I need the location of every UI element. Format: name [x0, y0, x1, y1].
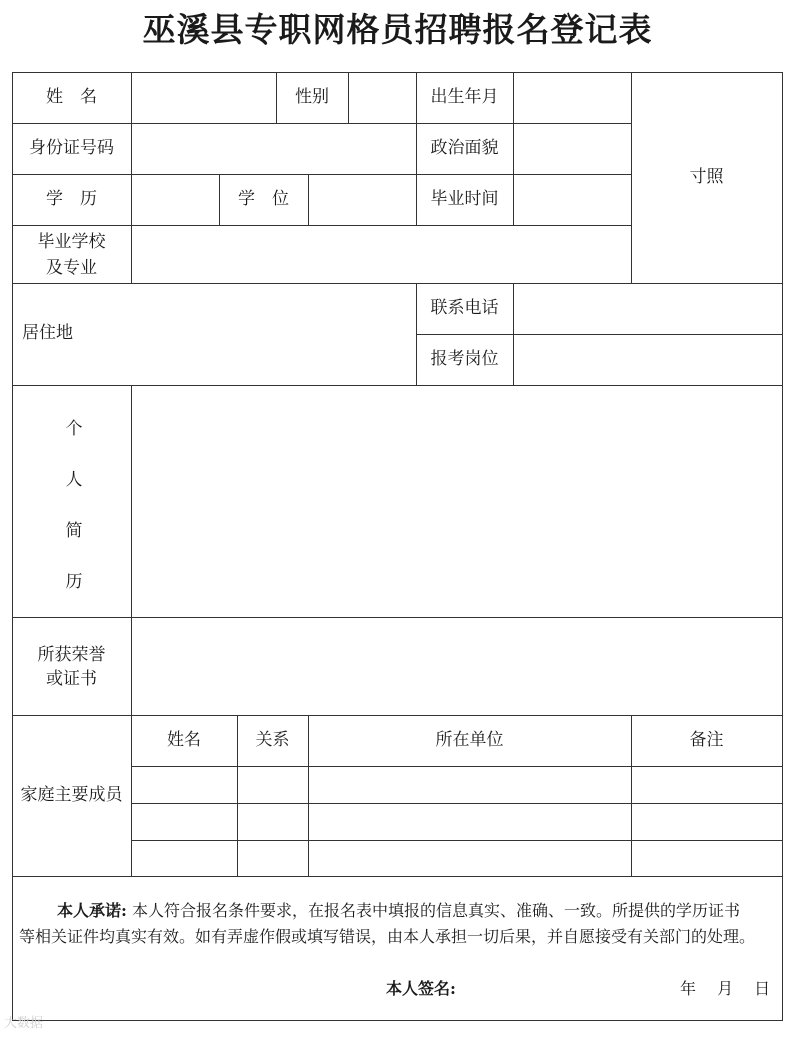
row-line [131, 766, 782, 767]
birth-label: 出生年月 [430, 87, 499, 107]
school-major-label-line2: 及专业 [46, 258, 97, 278]
col-line [308, 174, 309, 225]
honors-label-line2: 或证书 [46, 669, 97, 689]
row-line [12, 283, 782, 284]
form-border [12, 72, 783, 1021]
position-label: 报考岗位 [430, 349, 499, 369]
residence-label: 居住地 [22, 323, 73, 343]
education-label: 学 历 [46, 189, 97, 209]
row-line [131, 840, 782, 841]
honors-label-line1: 所获荣誉 [37, 645, 106, 665]
signature-label: 本人签名: [386, 979, 456, 998]
col-line [513, 72, 514, 225]
family-label: 家庭主要成员 [20, 785, 123, 805]
photo-label: 寸照 [689, 167, 724, 187]
row-line [12, 225, 631, 226]
date-label: 年 月 日 [680, 979, 771, 998]
phone-label: 联系电话 [430, 298, 499, 318]
row-line [12, 174, 631, 175]
pledge-line-2: 等相关证件均真实有效。如有弄虚作假或填写错误，由本人承担一切后果，并自愿接受有关部门的处理。 [19, 927, 756, 946]
resume-char-1: 个 [65, 419, 83, 439]
col-line [513, 283, 514, 385]
row-line [12, 876, 782, 877]
id-number-label: 身份证号码 [29, 138, 114, 158]
col-line [348, 72, 349, 123]
pledge-line-1 [19, 898, 779, 924]
row-line [131, 803, 782, 804]
name-label: 姓 名 [46, 87, 97, 107]
watermark: 大数据 [4, 1016, 44, 1031]
col-line [131, 385, 132, 876]
degree-label: 学 位 [238, 189, 289, 209]
resume-char-3: 简 [65, 521, 83, 541]
political-status-label: 政治面貌 [430, 138, 499, 158]
family-header-remarks: 备注 [689, 730, 724, 750]
row-line [12, 617, 782, 618]
family-header-name: 姓名 [167, 730, 201, 750]
pledge-text-1: 本人符合报名条件要求，在报名表中填报的信息真实、准确、一致。所提供的学历证书 [126, 901, 741, 920]
form-title: 巫溪县专职网格员招聘报名登记表 [142, 10, 653, 49]
pledge-lead: 本人承诺: [57, 901, 127, 920]
family-header-workplace: 所在单位 [435, 730, 504, 750]
gender-label: 性别 [295, 87, 329, 107]
row-line [12, 385, 782, 386]
col-line [131, 72, 132, 283]
row-line [12, 123, 631, 124]
family-header-relation: 关系 [255, 730, 290, 750]
graduation-time-label: 毕业时间 [430, 189, 499, 209]
row-line [12, 715, 782, 716]
school-major-label-line1: 毕业学校 [37, 232, 106, 252]
resume-char-4: 历 [65, 572, 83, 592]
registration-form [12, 72, 782, 1020]
resume-char-2: 人 [65, 470, 83, 490]
row-line [416, 334, 782, 335]
